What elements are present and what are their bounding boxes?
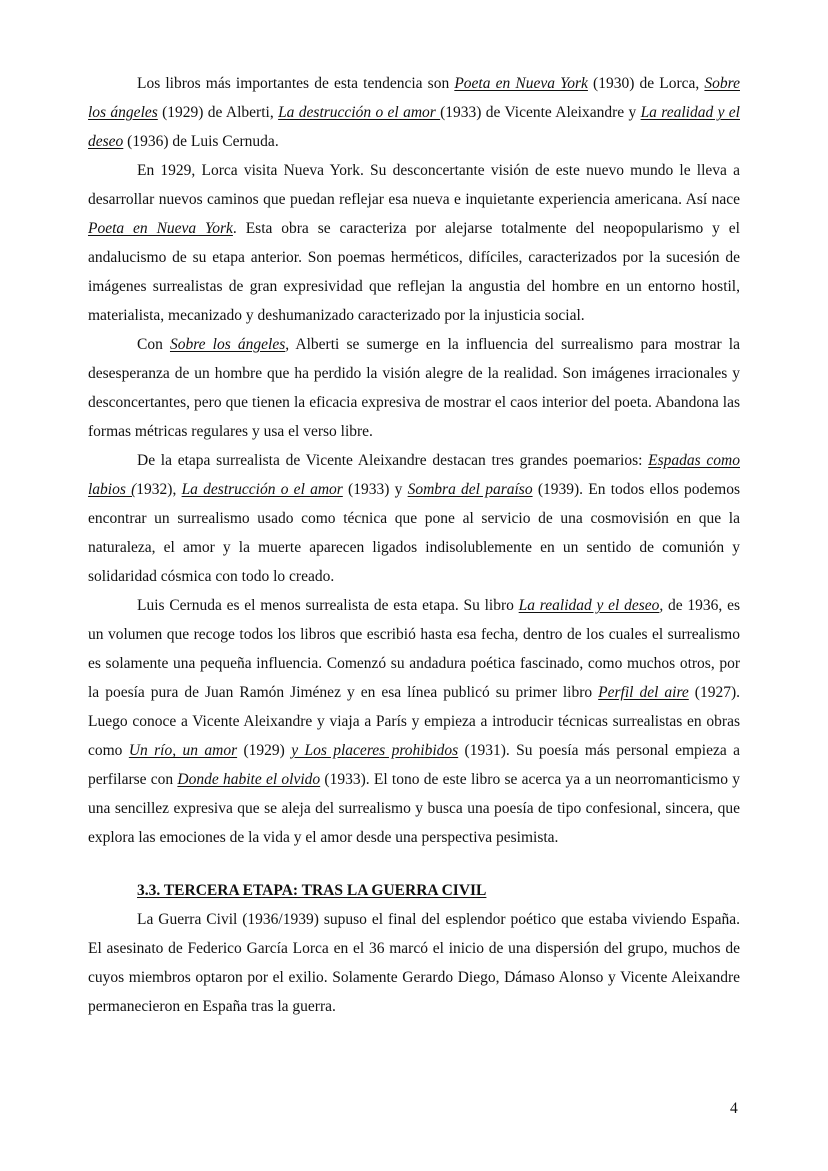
paragraph bbox=[88, 156, 740, 330]
book-title: Poeta en Nueva York bbox=[454, 75, 588, 92]
document-page bbox=[88, 69, 740, 1021]
text-run: Luis Cernuda es el menos surrealista de esta etapa. Su libro bbox=[137, 597, 519, 614]
text-run: , de 1936, es un volumen que recoge todos los libros que escribió hasta esa fecha, dentro de los cuales el surrealismo es solamente una pequeña influencia. Comenzó su andadura poética fascinado, como muchos otros, por la poesía pura de Juan Ramón Jiménez y en esa línea publicó su primer libro bbox=[88, 597, 740, 701]
text-run: (1927). Luego conoce a Vicente Aleixandre y viaja a París y empieza a introducir técnicas surrealistas en obras como bbox=[88, 684, 740, 759]
book-title: y Los placeres prohibidos bbox=[291, 742, 459, 759]
text-run: (1930) de Lorca, bbox=[587, 75, 705, 92]
text-run: En 1929, Lorca visita Nueva York. Su desconcertante visión de este nuevo mundo le lleva a desarrollar nuevos caminos que puedan reflejar esa nueva e inquietante experiencia americana. Así nace bbox=[88, 162, 740, 208]
book-title: La realidad y el deseo bbox=[518, 597, 660, 614]
book-title: Poeta en Nueva York bbox=[88, 220, 233, 237]
text-run: (1933). El tono de este libro se acerca ya a un neorromanticismo y una sencillez expresiva que se aleja del surrealismo y busca una poesía de tipo confesional, sincera, que explora las emociones de la vida y el amor desde una perspectiva pesimista. bbox=[88, 771, 740, 846]
text-run: (1929) de Alberti, bbox=[157, 104, 279, 121]
text-run: Los libros más importantes de esta tendencia son bbox=[137, 75, 455, 92]
text-run: (1933) de Vicente Aleixandre y bbox=[440, 104, 641, 121]
book-title: Sobre los ángeles bbox=[88, 75, 740, 121]
paragraph bbox=[88, 591, 740, 852]
paragraph bbox=[88, 905, 740, 1021]
paragraph bbox=[88, 446, 740, 591]
text-run: . Esta obra se caracteriza por alejarse totalmente del neopopularismo y el andalucismo de su etapa anterior. Son poemas herméticos, difíciles, caracterizados por la sucesión de imágenes surrealistas de gran expresividad que reflejan la angustia del hombre en un entorno hostil, materialista, mecanizado y deshumanizado caracterizado por la injusticia social. bbox=[88, 220, 740, 324]
text-run: De la etapa surrealista de Vicente Aleixandre destacan tres grandes poemarios: bbox=[137, 452, 649, 469]
text-run: (1936) de Luis Cernuda. bbox=[123, 133, 279, 150]
book-title: La destrucción o el amor bbox=[278, 104, 441, 121]
text-run: (1931). Su poesía más personal empieza a perfilarse con bbox=[88, 742, 740, 788]
book-title: La destrucción o el amor bbox=[181, 481, 343, 498]
text-run: , Alberti se sumerge en la influencia del surrealismo para mostrar la desesperanza de un hombre que ha perdido la visión alegre de la realidad. Son imágenes irracionales y desconcertantes, pero que tienen la eficacia expresiva de mostrar el caos interior del poeta. Abandona las formas métricas regulares y usa el verso libre. bbox=[88, 336, 740, 440]
paragraph bbox=[88, 330, 740, 446]
page-number: 4 bbox=[730, 1100, 738, 1117]
text-run: (1933) y bbox=[342, 481, 408, 498]
body-text-before bbox=[88, 69, 740, 852]
text-run: La Guerra Civil (1936/1939) supuso el final del esplendor poético que estaba viviendo España. El asesinato de Federico García Lorca en el 36 marcó el inicio de una dispersión del grupo, muchos de cuyos miembros optaron por el exilio. Solamente Gerardo Diego, Dámaso Alonso y Vicente Aleixandre permanecieron en España tras la guerra. bbox=[88, 911, 740, 1015]
book-title: Donde habite el olvido bbox=[177, 771, 321, 788]
book-title: Un río, un amor bbox=[128, 742, 238, 759]
text-run: 1932), bbox=[136, 481, 182, 498]
book-title: Sombra del paraíso bbox=[407, 481, 533, 498]
text-run: (1929) bbox=[237, 742, 292, 759]
book-title: La realidad y el deseo bbox=[88, 104, 740, 150]
text-run: Con bbox=[137, 336, 170, 353]
book-title: Perfil del aire bbox=[598, 684, 689, 701]
paragraph bbox=[88, 69, 740, 156]
body-text-after bbox=[88, 905, 740, 1021]
book-title: Sobre los ángeles bbox=[169, 336, 286, 353]
text-run: (1939). En todos ellos podemos encontrar un surrealismo usado como técnica que pone al servicio de una cosmovisión en que la naturaleza, el amor y la muerte aparecen ligados indisolublemente en un sentido de comunión y solidaridad cósmica con todo lo creado. bbox=[88, 481, 740, 585]
section-heading: 3.3. TERCERA ETAPA: TRAS LA GUERRA CIVIL bbox=[137, 882, 487, 899]
book-title: Espadas como labios ( bbox=[88, 452, 740, 498]
